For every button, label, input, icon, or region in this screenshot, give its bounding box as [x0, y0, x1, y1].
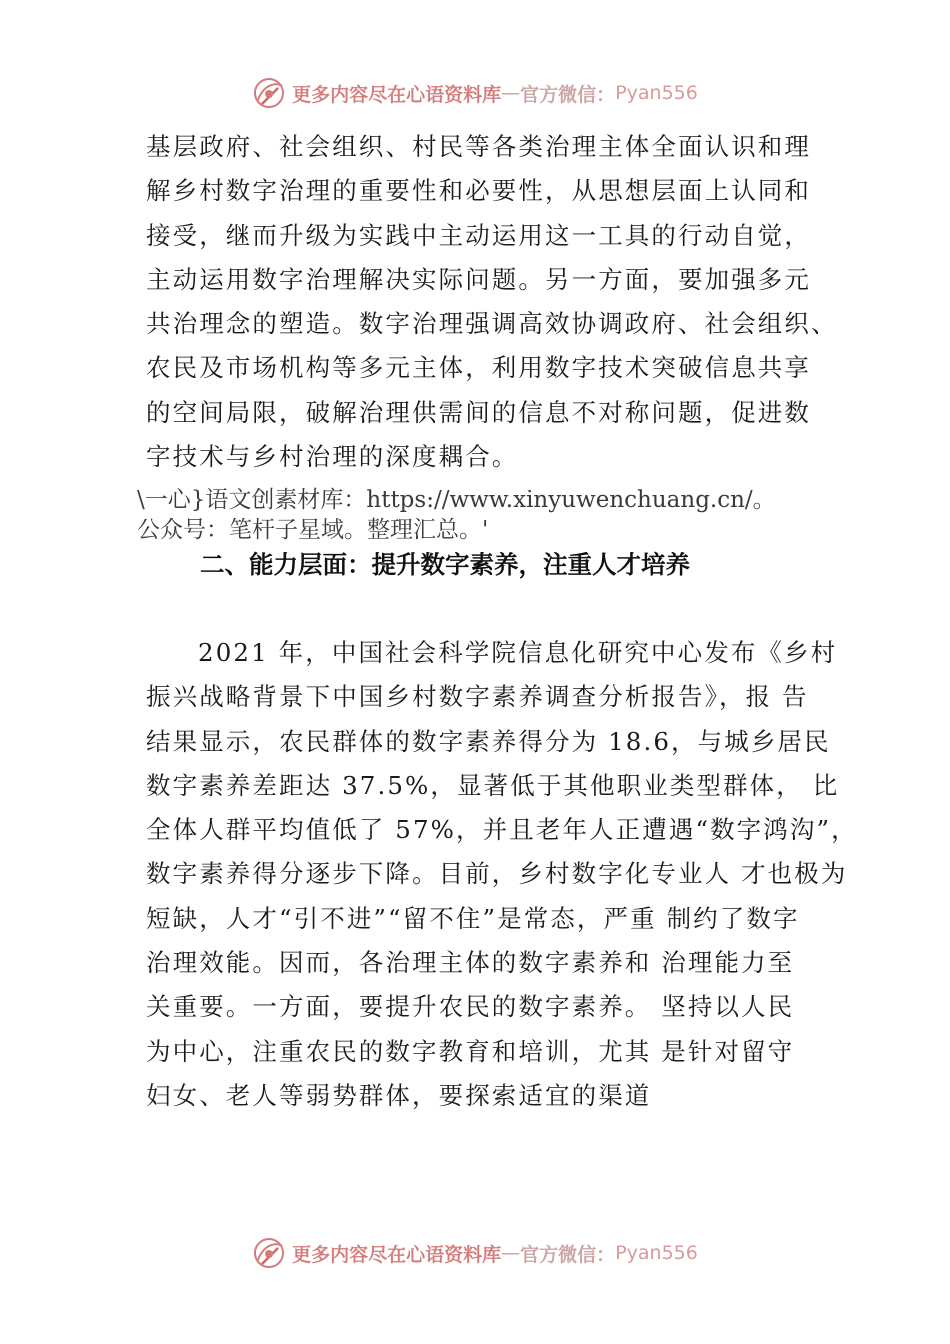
- paragraph-line: 数字素养差距达 37.5%，显著低于其他职业类型群体， 比: [146, 770, 840, 800]
- watermark-line-2: 公众号：笔杆子星域。整理汇总。': [137, 517, 489, 543]
- paragraph-line: 治理效能。因而，各治理主体的数字素养和 治理能力至: [146, 948, 795, 978]
- paragraph-line: 结果显示，农民群体的数字素养得分为 18.6，与城乡居民: [146, 726, 831, 756]
- library-logo-icon: [252, 76, 286, 110]
- paragraph-line: 振兴战略背景下中国乡村数字素养调查分析报告》，报 告: [146, 682, 809, 712]
- paragraph-line: 为中心，注重农民的数字教育和培训，尤其 是针对留守: [146, 1036, 795, 1066]
- banner-title: 更多内容尽在心语资料库: [292, 83, 502, 106]
- paragraph-line: 基层政府、社会组织、村民等各类治理主体全面认识和理: [146, 132, 811, 161]
- paragraph-line: 2021 年，中国社会科学院信息化研究中心发布《乡村: [198, 638, 838, 667]
- source-watermark: [137, 485, 776, 545]
- paragraph-line: 主动运用数字治理解决实际问题。另一方面，要加强多元: [146, 264, 811, 294]
- paragraph-line: 的空间局限，破解治理供需间的信息不对称问题，促进数: [146, 397, 811, 427]
- paragraph-line: 数字素养得分逐步下降。目前，乡村数字化专业人 才也极为: [146, 859, 848, 889]
- section-heading: 二、能力层面：提升数字素养，注重人才培养: [200, 550, 690, 579]
- paragraph-2: [146, 631, 858, 1118]
- paragraph-line: 解乡村数字治理的重要性和必要性，从思想层面上认同和: [146, 176, 811, 206]
- banner-wechat-id: Pyan556: [615, 1242, 698, 1264]
- footer-banner: [0, 1233, 950, 1273]
- banner-wechat-label: 官方微信：: [520, 1243, 616, 1266]
- banner-title: 更多内容尽在心语资料库: [292, 1243, 502, 1266]
- banner-separator: —: [501, 1242, 521, 1264]
- paragraph-line: 农民及市场机构等多元主体，利用数字技术突破信息共享: [146, 353, 811, 383]
- paragraph-line: 接受，继而升级为实践中主动运用这一工具的行动自觉，: [146, 220, 811, 250]
- banner-separator: —: [501, 82, 521, 104]
- paragraph-line: 全体人群平均值低了 57%，并且老年人正遭遇“数字鸿沟”，: [146, 815, 858, 845]
- banner-wechat-id: Pyan556: [615, 82, 698, 104]
- library-logo-icon: [252, 1236, 286, 1270]
- watermark-line-1: \一心}语文创素材库：https://www.xinyuwenchuang.cn/。: [137, 487, 776, 513]
- paragraph-1: [146, 125, 836, 479]
- paragraph-line: 关重要。一方面，要提升农民的数字素养。 坚持以人民: [146, 992, 795, 1022]
- banner-wechat-label: 官方微信：: [520, 83, 616, 106]
- paragraph-line: 妇女、老人等弱势群体，要探索适宜的渠道: [146, 1080, 652, 1110]
- paragraph-line: 短缺，人才“引不进”“留不住”是常态，严重 制约了数字: [146, 903, 800, 933]
- header-banner: [0, 73, 950, 113]
- paragraph-line: 共治理念的塑造。数字治理强调高效协调政府、社会组织、: [146, 309, 838, 339]
- paragraph-line: 字技术与乡村治理的深度耦合。: [146, 442, 519, 472]
